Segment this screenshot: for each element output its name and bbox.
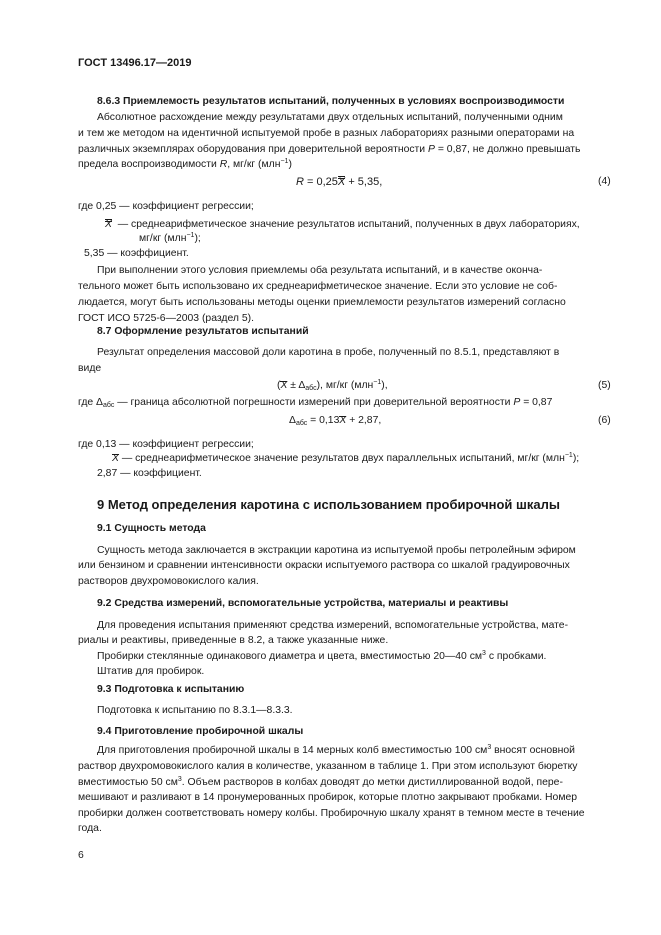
paragraph-line: пробирки должен соответствовать номеру колбы. Пробирочную шкалу хранят в темном месте в течение bbox=[78, 808, 585, 819]
paragraph-line: Для проведения испытания применяют средства измерений, вспомогательные устройства, мате- bbox=[97, 620, 569, 631]
paragraph-line: различных экземплярах оборудования при доверительной вероятности P = 0,87, не должно превышать bbox=[78, 144, 581, 155]
paragraph-line: Абсолютное расхождение между результатами двух отдельных испытаний, полученными одним bbox=[97, 112, 563, 123]
where-line: где $\Delta_{абс}$ — граница абсолютной погрешности измерений при доверительной вероятности P = 0,87 bbox=[78, 397, 553, 409]
paragraph-line: мешивают и разливают в 14 пронумерованных пробирок, которые плотно закрывают пробками. Номер bbox=[78, 792, 578, 803]
paragraph-line: вместимостью 50 $см^3$. Объем растворов в колбах доводят до метки дистиллированной водой, пере- bbox=[78, 776, 563, 788]
paragraph-line: виде bbox=[78, 363, 102, 374]
where-line: где 0,25 — коэффициент регрессии; bbox=[78, 201, 254, 212]
formula-4: R = 0,25X + 5,35, bbox=[296, 176, 383, 188]
paragraph-line: Подготовка к испытанию по 8.3.1—8.3.3. bbox=[97, 705, 293, 716]
paragraph-line: Пробирки стеклянные одинакового диаметра и цвета, вместимостью 20—40 $см^3$ с пробками. bbox=[97, 650, 547, 662]
paragraph-line: Результат определения массовой доли каротина в пробе, полученный по 8.5.1, представляют в bbox=[97, 347, 560, 358]
where-line: X — среднеарифметическое значение результатов двух параллельных испытаний, мг/кг (млн$^{-1}$); bbox=[112, 452, 580, 464]
paragraph-line: года. bbox=[78, 823, 102, 834]
paragraph-line: Для приготовления пробирочной шкалы в 14 мерных колб вместимостью 100 $см^3$ вносят основной bbox=[97, 744, 575, 756]
paragraph-line: и тем же методом на идентичной испытуемой пробе в разных лабораториях разными операторами на bbox=[78, 128, 575, 139]
where-line: 5,35 — коэффициент. bbox=[84, 248, 189, 259]
page-number: 6 bbox=[78, 850, 84, 861]
formula-6: $\Delta_{абс} = 0,13X + 2,87$, bbox=[289, 415, 382, 427]
section-9-3-title: 9.3 Подготовка к испытанию bbox=[97, 684, 245, 695]
paragraph-line: ГОСТ ИСО 5725-6—2003 (раздел 5). bbox=[78, 313, 254, 324]
paragraph-line: Сущность метода заключается в экстракции каротина из испытуемой пробы петролейным эфиром bbox=[97, 545, 576, 556]
paragraph-line: При выполнении этого условия приемлемы оба результата испытаний, и в качестве оконча- bbox=[97, 265, 543, 276]
where-line: мг/кг (млн$^{-1}$); bbox=[139, 232, 201, 244]
section-9-4-title: 9.4 Приготовление пробирочной шкалы bbox=[97, 726, 304, 737]
paragraph-line: раствор двухромовокислого калия в количестве, указанном в таблице 1. При этом используют бюретку bbox=[78, 761, 578, 772]
paragraph-line: людается, могут быть использованы методы оценки приемлемости результатов измерений согласно bbox=[78, 297, 566, 308]
paragraph-line: или бензином и сравнении интенсивности окраски испытуемого раствора со шкалой градуировочных bbox=[78, 560, 570, 571]
paragraph-line: предела воспроизводимости R, мг/кг (млн$^{-1}$) bbox=[78, 158, 292, 170]
paragraph-line: тельного может быть использовано их среднеарифметическое значение. Если это условие не соб- bbox=[78, 281, 558, 292]
section-9-title: 9 Метод определения каротина с использованием пробирочной шкалы bbox=[97, 497, 560, 512]
where-line: X — среднеарифметическое значение результатов испытаний, полученных в двух лабораториях, bbox=[105, 219, 580, 230]
where-line: где 0,13 — коэффициент регрессии; bbox=[78, 439, 254, 450]
formula-6-number: (6) bbox=[598, 415, 611, 426]
formula-4-number: (4) bbox=[598, 176, 611, 187]
section-8-7-title: 8.7 Оформление результатов испытаний bbox=[97, 326, 309, 337]
paragraph-line: Штатив для пробирок. bbox=[97, 666, 205, 677]
formula-5: $(X \pm \Delta_{абс})$, мг/кг (млн$^{-1}$), bbox=[277, 379, 388, 392]
paragraph-line: риалы и реактивы, приведенные в 8.2, а также указанные ниже. bbox=[78, 635, 389, 646]
paragraph-line: растворов двухромовокислого калия. bbox=[78, 576, 259, 587]
section-8-6-3-title: 8.6.3 Приемлемость результатов испытаний, полученных в условиях воспроизводимости bbox=[97, 96, 565, 107]
where-line: 2,87 — коэффициент. bbox=[97, 468, 202, 479]
document-header: ГОСТ 13496.17—2019 bbox=[78, 57, 192, 69]
formula-5-number: (5) bbox=[598, 380, 611, 391]
section-9-1-title: 9.1 Сущность метода bbox=[97, 523, 206, 534]
section-9-2-title: 9.2 Средства измерений, вспомогательные устройства, материалы и реактивы bbox=[97, 598, 509, 609]
